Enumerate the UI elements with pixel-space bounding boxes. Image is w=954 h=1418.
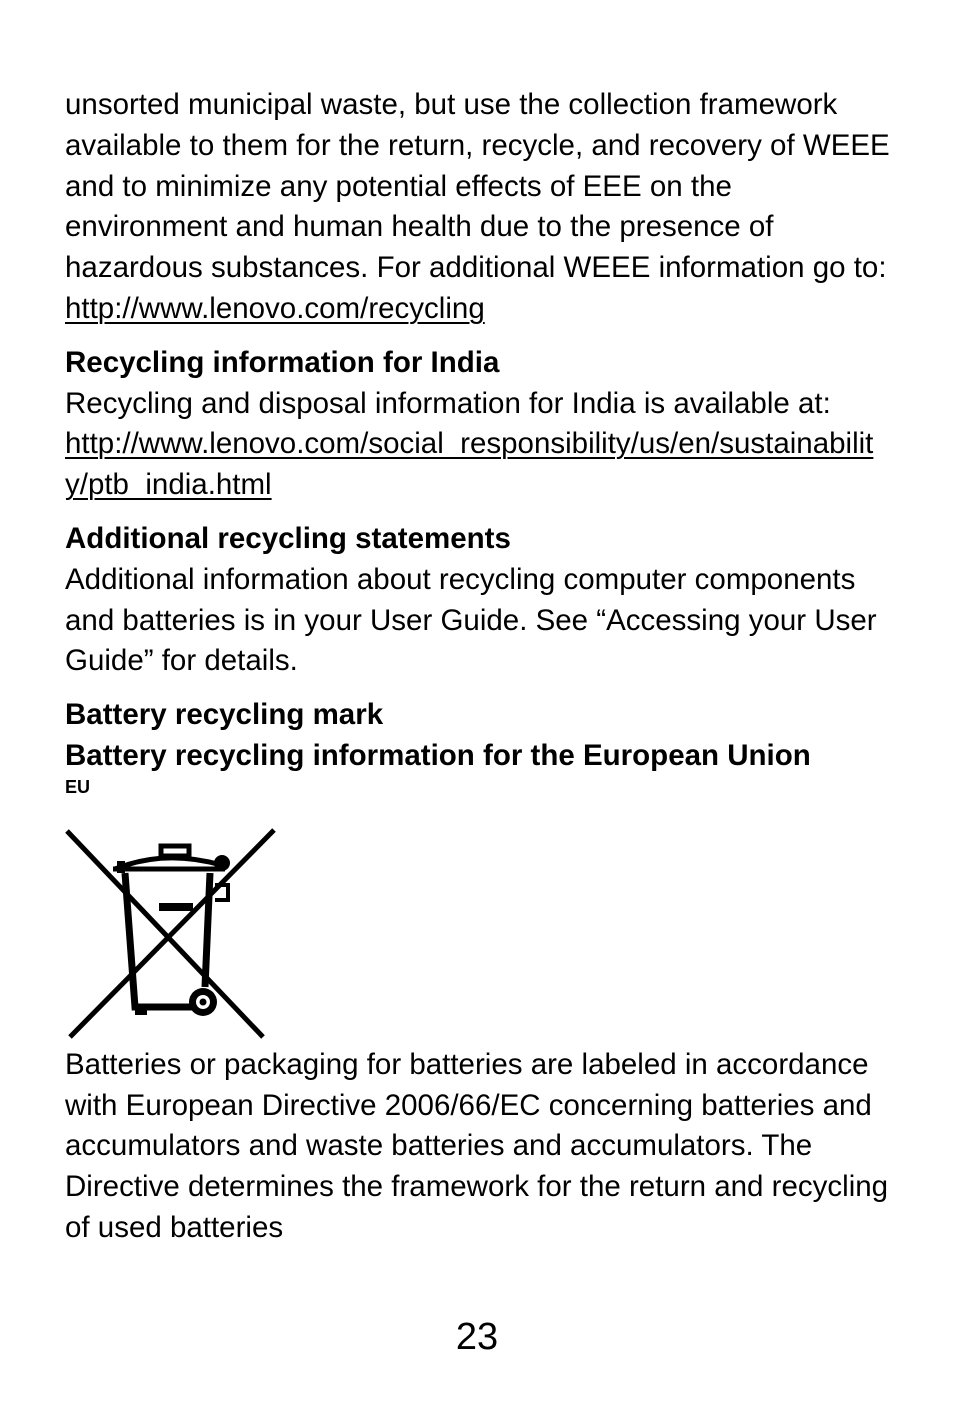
battery-paragraph: Batteries or packaging for batteries are labeled in accordance with European Directive 2006/66/EC concerning batteries and accumulators and waste batteries and accumulators. The Directive determines the framework for the return and recycling of used batteries bbox=[65, 1047, 889, 1244]
weee-recycling-link[interactable]: http://www.lenovo.com/recycling bbox=[65, 291, 485, 325]
india-recycling-link[interactable]: http://www.lenovo.com/social_responsibility/us/en/sustainability/ptb_india.html bbox=[65, 427, 874, 502]
weee-paragraph bbox=[65, 85, 895, 330]
crossed-out-wheelie-bin-icon bbox=[65, 827, 277, 1041]
battery-eu-heading: Battery recycling information for the European Union bbox=[65, 738, 811, 772]
document-page bbox=[65, 85, 895, 1249]
india-heading: Recycling information for India bbox=[65, 345, 500, 379]
eu-label: EU bbox=[65, 776, 91, 797]
india-link-line bbox=[65, 424, 895, 506]
additional-paragraph: Additional information about recycling computer components and batteries is in your User Guide. See “Accessing your User Guide” for details. bbox=[65, 562, 877, 678]
page-number: 23 bbox=[455, 1316, 499, 1358]
additional-heading: Additional recycling statements bbox=[65, 521, 511, 555]
weee-paragraph-text: unsorted municipal waste, but use the collection framework available to them for the return, recycle, and recovery of WEEE and to minimize any potential effects of EEE on the environment and human health due to the presence of hazardous substances. For additional WEEE information go to: bbox=[65, 88, 890, 285]
india-paragraph: Recycling and disposal information for India is available at: bbox=[65, 386, 831, 420]
battery-mark-heading: Battery recycling mark bbox=[65, 698, 384, 732]
